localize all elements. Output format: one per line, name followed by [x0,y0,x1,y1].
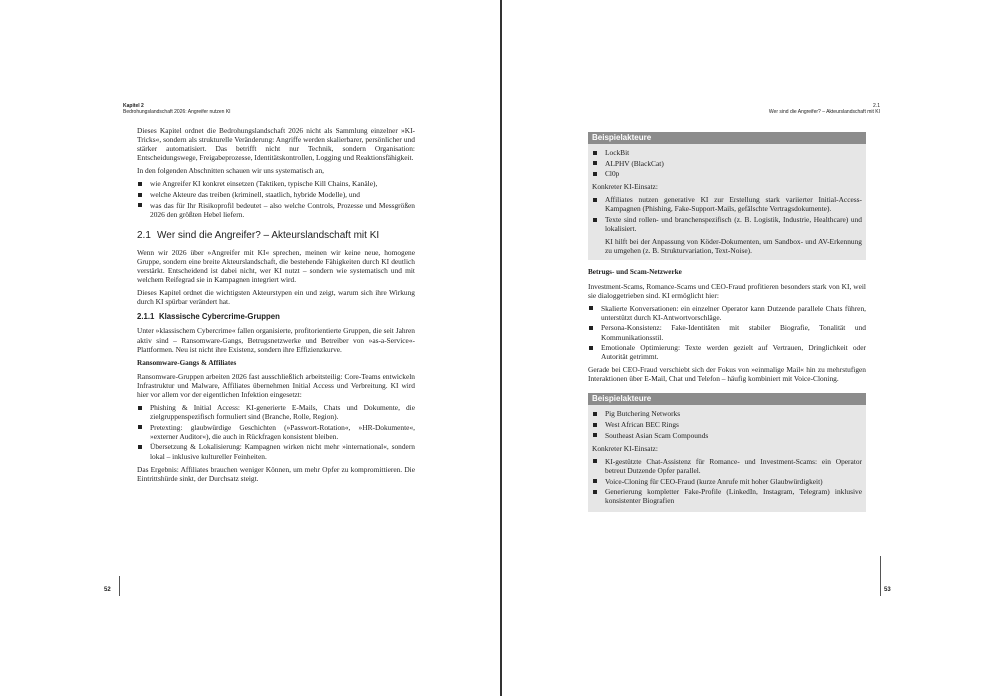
running-head-title: Bedrohungslandschaft 2026: Angreifer nutzen KI [123,109,231,115]
ransomware-heading: Ransomware-Gangs & Affiliates [137,358,237,367]
list-item: Skalierte Konversationen: ein einzelner Operator kann Dutzende parallele Chats führen, unterstützt durch KI-Antwortvorschläge. [588,304,866,322]
section-number: 2.1 [137,229,151,241]
ransomware-conclusion: Das Ergebnis: Affiliates brauchen weniger Können, um mehr Opfer zu kompromittieren. Die Eintrittshürde sinkt, der Durchsatz steigt. [137,464,415,483]
example-actors-box [588,393,866,511]
ransomware-paragraph: Ransomware-Gruppen arbeiten 2026 fast ausschließlich arbeitsteilig: Core-Teams entwickeln Infrastruktur und Malware, Affiliates übernehmen Initial Access und Verbreitung. KI wird hier vor allem vor der eigentlichen Infektion eingesetzt: [137,371,415,399]
list-item: KI-gestützte Chat-Assistenz für Romance- und Investment-Scams: ein Operator betreut Dutzende Opfer parallel. [592,457,862,475]
list-item: Phishing & Initial Access: KI-generierte E-Mails, Chats und Dokumente, die zielgruppenspezifisch formuliert sind (Branche, Rolle, Region). [137,403,415,421]
right-running-head [769,103,880,115]
list-item: Generierung kompletter Fake-Profile (LinkedIn, Instagram, Telegram) inklusive konsistenter Biografien [592,487,862,505]
scam-paragraph: Gerade bei CEO-Fraud verschiebt sich der Fokus von »einmalige Mail« hin zu mehrstufigen Interaktionen über E-Mail, Chat und Telefon – häufig kombiniert mit Voice-Cloning. [588,365,866,384]
subsection-heading [137,312,415,322]
actor-list [588,409,866,439]
subsection-number: 2.1.1 [137,312,155,322]
box-title: Beispielakteure [588,132,866,144]
list-item: Übersetzung & Lokalisierung: Kampagnen wirken nicht mehr »international«, sondern lokal – inklusive kultureller Feinheiten. [137,442,415,460]
subsection-paragraph: Unter »klassischem Cybercrime« fallen organisierte, profitorientierte Gruppen, die seit Jahren aktiv sind – Ransomware-Gangs, Betrugsnetzwerke und Betreiber von »as-a-Service«-Plattformen. Neu ist nicht ihre Existenz, sondern ihre Effizienzkurve. [137,326,415,354]
left-running-head [123,103,231,115]
intro-paragraph: Dieses Kapitel ordnet die Bedrohungslandschaft 2026 nicht als Sammlung einzelner »KI-Tricks«, sondern als strukturelle Veränderung: Angriffe werden skalierbarer, persönlicher und stärker automatisiert. Das betrifft nicht nur Technik, sondern Organisation: Entscheidungswege, Freigabeprozesse, Identitätskontrollen, Logging und Reaktionsfähigkeit. [137,126,415,163]
list-item: was das für Ihr Risikoprofil bedeutet – also welche Controls, Prozesse und Messgrößen 2026 den größten Hebel liefern. [137,201,415,219]
box-label: Konkreter KI-Einsatz: [592,443,658,453]
list-item: Southeast Asian Scam Compounds [592,431,862,440]
list-item: Voice-Cloning für CEO-Fraud (kurze Anrufe mit hoher Glaubwürdigkeit) [592,477,862,486]
right-footer-rule [880,556,881,596]
list-item: LockBit [592,148,862,157]
list-item: Affiliates nutzen generative KI zur Erstellung stark variierter Initial-Access-Kampagnen (Phishing, Fake-Support-Mails, gefälschte Vertragsdokumente). [592,195,862,213]
box-note: KI hilft bei der Anpassung von Köder-Dokumenten, um Sandbox- und AV-Erkennung zu umgehen (z. B. Strukturvariation, Text-Noise). [605,237,862,256]
lead-bullet-list [137,179,415,218]
subsection-title: Klassische Cybercrime-Gruppen [159,312,280,322]
section-paragraph: Dieses Kapitel ordnet die wichtigsten Akteurstypen ein und zeigt, warum sich ihre Wirkung durch KI spürbar verändert hat. [137,288,415,307]
left-footer-rule [119,576,120,596]
section-heading [137,229,415,242]
list-item: West African BEC Rings [592,420,862,429]
scam-paragraph: Investment-Scams, Romance-Scams und CEO-Fraud profitieren besonders stark von KI, weil sie dialoggetrieben sind. KI ermöglicht hier: [588,281,866,300]
running-head-section: 2.1 [873,103,880,109]
box-label: Konkreter KI-Einsatz: [592,182,658,192]
example-actors-box [588,132,866,260]
list-item: Texte sind rollen- und branchenspezifisch (z. B. Logistik, Industrie, Healthcare) und lokalisiert. [592,215,862,233]
list-item: Pretexting: glaubwürdige Geschichten (»Passwort-Rotation«, »HR-Dokumente«, »externer Auditor«), die auch in Rückfragen konsistent bleiben. [137,423,415,441]
scam-heading: Betrugs- und Scam-Netzwerke [588,268,682,277]
lead-in-paragraph: In den folgenden Abschnitten schauen wir uns systematisch an, [137,166,324,176]
page-number-right: 53 [884,587,891,593]
ai-use-list [588,195,866,233]
right-page [502,0,1000,696]
section-title: Wer sind die Angreifer? – Akteurslandschaft mit KI [157,229,380,241]
right-text-column [588,132,866,520]
running-head-chapter: Kapitel 2 [123,103,144,109]
scam-bullet-list [588,304,866,362]
list-item: Persona-Konsistenz: Fake-Identitäten mit stabiler Biografie, Tonalität und Kommunikationsstil. [588,323,866,341]
page-number-left: 52 [104,587,111,593]
list-item: Cl0p [592,169,862,178]
list-item: Emotionale Optimierung: Texte werden gezielt auf Vertrauen, Dringlichkeit oder Autorität getrimmt. [588,343,866,361]
left-text-column [137,126,415,487]
box-title: Beispielakteure [588,393,866,405]
actor-list [588,148,866,178]
ransomware-bullet-list [137,403,415,461]
list-item: welche Akteure das treiben (kriminell, staatlich, hybride Modelle), und [137,190,415,199]
running-head-title: Wer sind die Angreifer? – Akteurslandschaft mit KI [768,109,880,115]
list-item: ALPHV (BlackCat) [592,159,862,168]
list-item: wie Angreifer KI konkret einsetzen (Taktiken, typische Kill Chains, Kanäle), [137,179,415,188]
list-item: Pig Butchering Networks [592,409,862,418]
ai-use-list [588,457,866,505]
section-paragraph: Wenn wir 2026 über »Angreifer mit KI« sprechen, meinen wir keine neue, homogene Gruppe, sondern eine breite Akteurslandschaft, die bestehende Fähigkeiten durch KI deutlich verstärkt. Entscheidend ist dabei nicht, wer KI nutzt – sondern wie systematisch und mit welchem Reifegrad sie in Kampagnen integriert wird. [137,247,415,285]
